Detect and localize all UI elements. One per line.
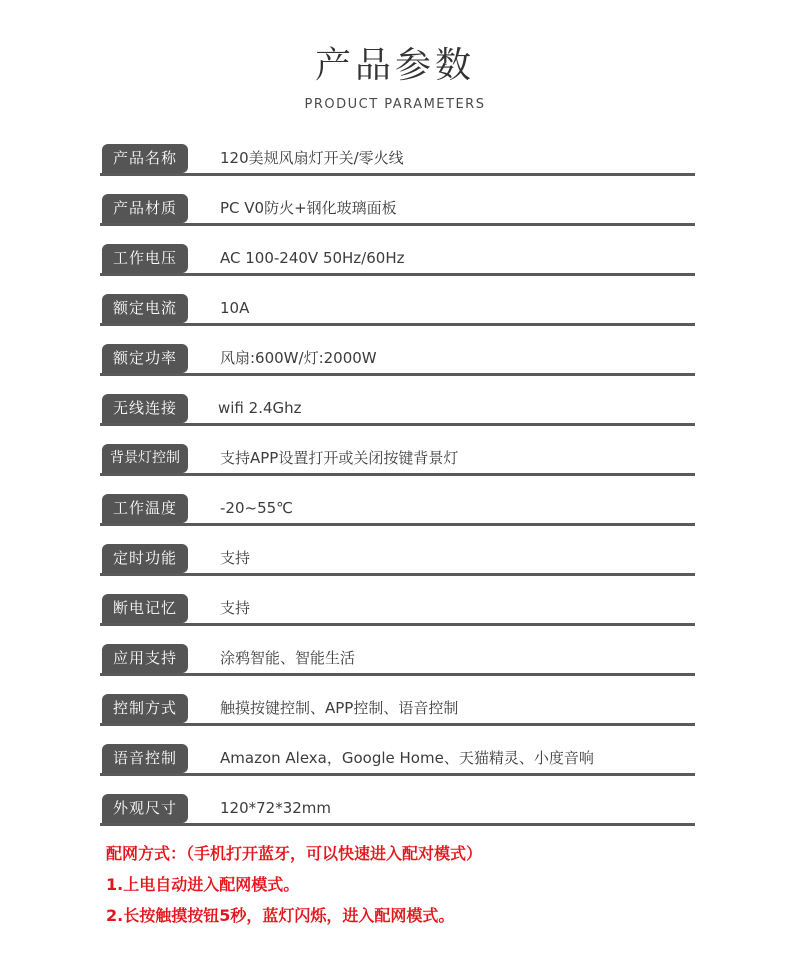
row-divider [100,573,695,576]
param-value: 10A [220,299,250,317]
row-divider [100,173,695,176]
param-row-wireless [100,394,695,426]
row-divider [100,773,695,776]
param-value: 涂鸦智能、智能生活 [220,649,356,667]
param-row-memory [100,594,695,626]
param-label: 无线连接 [102,394,188,423]
param-value: 支持 [220,549,251,567]
param-value: 120美规风扇灯开关/零火线 [220,149,404,167]
row-divider [100,623,695,626]
param-label: 工作温度 [102,494,188,523]
param-row-control-mode [100,694,695,726]
row-divider [100,223,695,226]
param-value: wifi 2.4Ghz [218,399,302,417]
row-divider [100,523,695,526]
row-divider [100,423,695,426]
param-row-timer [100,544,695,576]
param-value: PC V0防火+钢化玻璃面板 [220,199,397,217]
param-row-dimensions [100,794,695,826]
row-divider [100,473,695,476]
pairing-notes [106,842,482,935]
param-row-app-support [100,644,695,676]
param-label: 控制方式 [102,694,188,723]
param-value: Amazon Alexa，Google Home、天猫精灵、小度音响 [220,749,594,767]
pairing-step-1: 1.上电自动进入配网模式。 [106,875,300,894]
param-row-temperature [100,494,695,526]
row-divider [100,323,695,326]
page-subtitle: PRODUCT PARAMETERS [304,97,486,112]
param-value: -20~55℃ [220,499,294,517]
param-label: 产品名称 [102,144,188,173]
row-divider [100,273,695,276]
param-row-material [100,194,695,226]
param-label: 额定电流 [102,294,188,323]
pairing-step-2: 2.长按触摸按钮5秒，蓝灯闪烁，进入配网模式。 [106,906,455,925]
param-row-power [100,344,695,376]
page-title: 产品参数 [314,45,475,86]
param-label: 应用支持 [102,644,188,673]
row-divider [100,373,695,376]
param-row-voice-control [100,744,695,776]
param-label: 额定功率 [102,344,188,373]
param-label: 背景灯控制 [102,444,188,473]
param-row-backlight [100,444,695,476]
param-value: 120*72*32mm [220,799,332,817]
param-label: 产品材质 [102,194,188,223]
row-divider [100,723,695,726]
param-label: 工作电压 [102,244,188,273]
param-label: 断电记忆 [102,594,188,623]
row-divider [100,673,695,676]
param-value: AC 100-240V 50Hz/60Hz [220,249,405,267]
row-divider [100,823,695,826]
pairing-method-note: 配网方式：（手机打开蓝牙，可以快速进入配对模式） [106,844,483,863]
param-value: 支持APP设置打开或关闭按键背景灯 [220,449,459,467]
param-row-voltage [100,244,695,276]
param-label: 定时功能 [102,544,188,573]
param-value: 触摸按键控制、APP控制、语音控制 [220,699,459,717]
param-row-current [100,294,695,326]
param-value: 支持 [220,599,251,617]
param-label: 外观尺寸 [102,794,188,823]
param-row-product-name [100,144,695,176]
param-label: 语音控制 [102,744,188,773]
param-value: 风扇:600W/灯:2000W [220,349,377,367]
